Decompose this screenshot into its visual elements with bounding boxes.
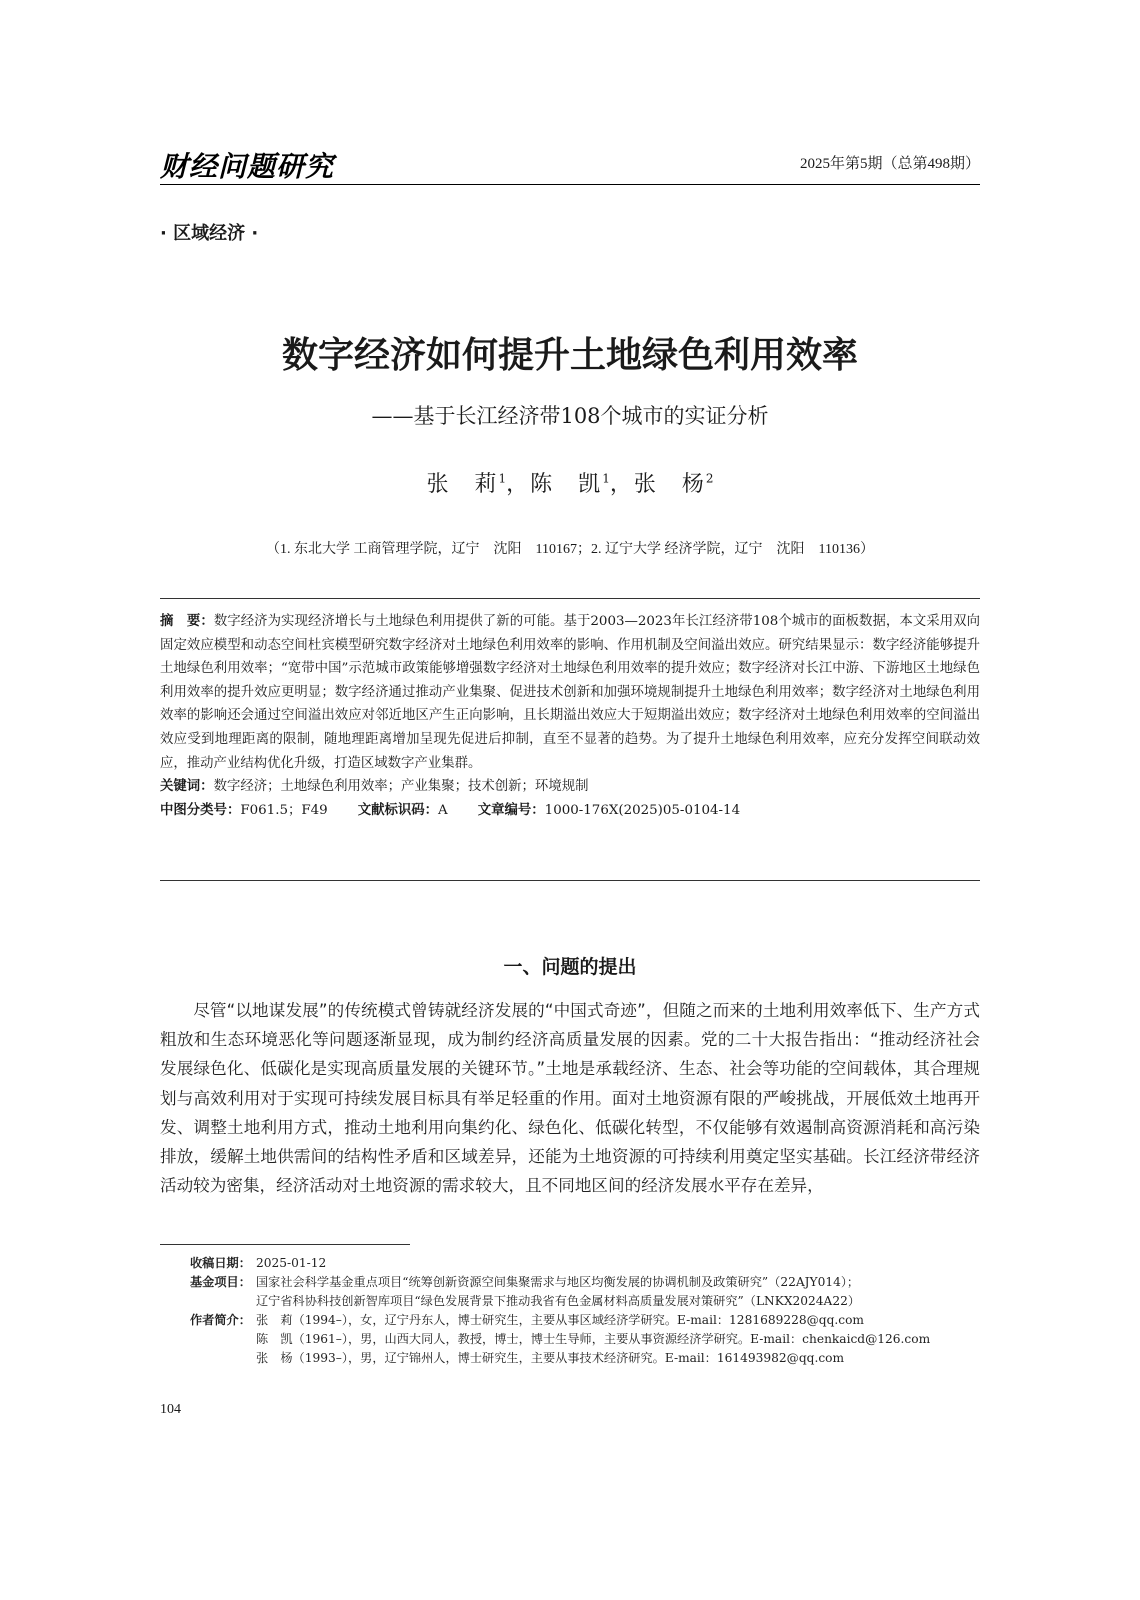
author-name: 张 莉 <box>426 472 499 497</box>
authors: 张 莉$^1$，陈 凯$^1$，张 杨$^2$ <box>426 471 714 497</box>
author-bio-line: 张 杨（1993–），男，辽宁锦州人，博士研究生，主要从事技术经济研究。E-mail：161493982@qq.com <box>256 1351 845 1365</box>
article-subtitle: ——基于长江经济带108个城市的实证分析 <box>371 404 769 428</box>
fund-label: 基金项目： <box>190 1275 251 1289</box>
fund-content <box>256 1273 980 1311</box>
abstract-label: 摘 要： <box>160 614 214 629</box>
journal-logo: 财经问题研究 <box>160 150 335 183</box>
section-tag: · 区域经济 · <box>160 223 259 244</box>
fund-line: 辽宁省科协科技创新智库项目“绿色发展背景下推动我省有色金属材料高质量发展对策研究”（LNKX2024A22） <box>256 1294 861 1308</box>
abstract-rule-top <box>160 598 980 599</box>
abstract-rule-bottom <box>160 880 980 881</box>
author-bio-label: 作者简介： <box>190 1313 251 1327</box>
section-heading: 一、问题的提出 <box>503 956 637 978</box>
abstract <box>160 610 980 775</box>
author-bio-content <box>256 1311 980 1368</box>
abstract-text: 数字经济为实现经济增长与土地绿色利用提供了新的可能。基于2003—2023年长江经济带108个城市的面板数据，本文采用双向固定效应模型和动态空间杜宾模型研究数字经济对土地绿色利用效率的影响、作用机制及空间溢出效应。研究结果显示：数字经济能够提升土地绿色利用效率；“宽带中国”示范城市政策能够增强数字经济对土地绿色利用效率的提升效应；数字经济对长江中游、下游地区土地绿色利用效率的提升效应更明显；数字经济通过推动产业集聚、促进技术创新和加强环境规制提升土地绿色利用效率；数字经济对土地绿色利用效率的影响还会通过空间溢出效应对邻近地区产生正向影响，且长期溢出效应大于短期溢出效应；数字经济对土地绿色利用效率的空间溢出效应受到地理距离的限制，随地理距离增加呈现先促进后抑制，直至不显著的趋势。为了提升土地绿色利用效率，应充分发挥空间联动效应，推动产业结构优化升级，打造区域数字产业集群。 <box>160 614 981 771</box>
body-paragraph: 尽管“以地谋发展”的传统模式曾铸就经济发展的“中国式奇迹”，但随之而来的土地利用效率低下、生产方式粗放和生态环境恶化等问题逐渐显现，成为制约经济高质量发展的因素。党的二十大报告指出：“推动经济社会发展绿色化、低碳化是实现高质量发展的关键环节。”土地是承载经济、生态、社会等功能的空间载体，其合理规划与高效利用对于实现可持续发展目标具有举足轻重的作用。面对土地资源有限的严峻挑战，开展低效土地再开发、调整土地利用方式，推动土地利用向集约化、绿色化、低碳化转型，不仅能够有效遏制高资源消耗和高污染排放，缓解土地供需间的结构性矛盾和区域差异，还能为土地资源的可持续利用奠定坚实基础。长江经济带经济活动较为密集，经济活动对土地资源的需求较大，且不同地区间的经济发展水平存在差异， <box>160 1001 980 1196</box>
author-bio-line: 陈 凯（1961–），男，山西大同人，教授，博士，博士生导师，主要从事资源经济学研究。E-mail：chenkaicd@126.com <box>256 1332 931 1346</box>
affiliation: （1. 东北大学 工商管理学院，辽宁 沈阳 110167；2. 辽宁大学 经济学院，辽宁 沈阳 110136） <box>266 542 874 557</box>
fund-line: 国家社会科学基金重点项目“统筹创新资源空间集聚需求与地区均衡发展的协调机制及政策研究”（22AJY014）； <box>256 1275 860 1289</box>
page-number: 104 <box>160 1402 181 1417</box>
doc-code-label: 文献标识码： <box>357 802 439 818</box>
issue-info: 2025年第5期（总第498期） <box>799 156 980 172</box>
clc-value: F061.5；F49 <box>240 802 328 818</box>
footnotes <box>190 1254 980 1368</box>
author-affil-mark: 2 <box>705 471 714 486</box>
keywords <box>160 775 980 799</box>
clc-label: 中图分类号： <box>160 802 241 818</box>
keywords-label: 关键词： <box>160 779 214 795</box>
author-affil-mark: 1 <box>602 471 610 486</box>
author-name: 张 杨 <box>633 472 706 497</box>
header-rule <box>160 184 980 185</box>
author-name: 陈 凯 <box>530 472 603 497</box>
author-bio-line: 张 莉（1994–），女，辽宁丹东人，博士研究生，主要从事区域经济学研究。E-mail：1281689228@qq.com <box>256 1313 864 1327</box>
footnote-received <box>190 1254 980 1273</box>
article-no-label: 文章编号： <box>477 802 545 818</box>
keywords-text: 数字经济；土地绿色利用效率；产业集聚；技术创新；环境规制 <box>213 779 589 795</box>
classification-row <box>160 799 980 823</box>
footnote-rule <box>160 1244 410 1245</box>
received-date: 2025-01-12 <box>256 1256 327 1270</box>
article-title: 数字经济如何提升土地绿色利用效率 <box>281 335 858 376</box>
author-affil-mark: 1 <box>498 471 507 486</box>
footnote-authors <box>190 1311 980 1368</box>
abstract-block <box>160 610 980 822</box>
article-no-value: 1000-176X(2025)05-0104-14 <box>544 802 741 818</box>
received-label: 收稿日期： <box>190 1256 251 1270</box>
footnote-fund <box>190 1273 980 1311</box>
doc-code-value: A <box>438 802 448 818</box>
